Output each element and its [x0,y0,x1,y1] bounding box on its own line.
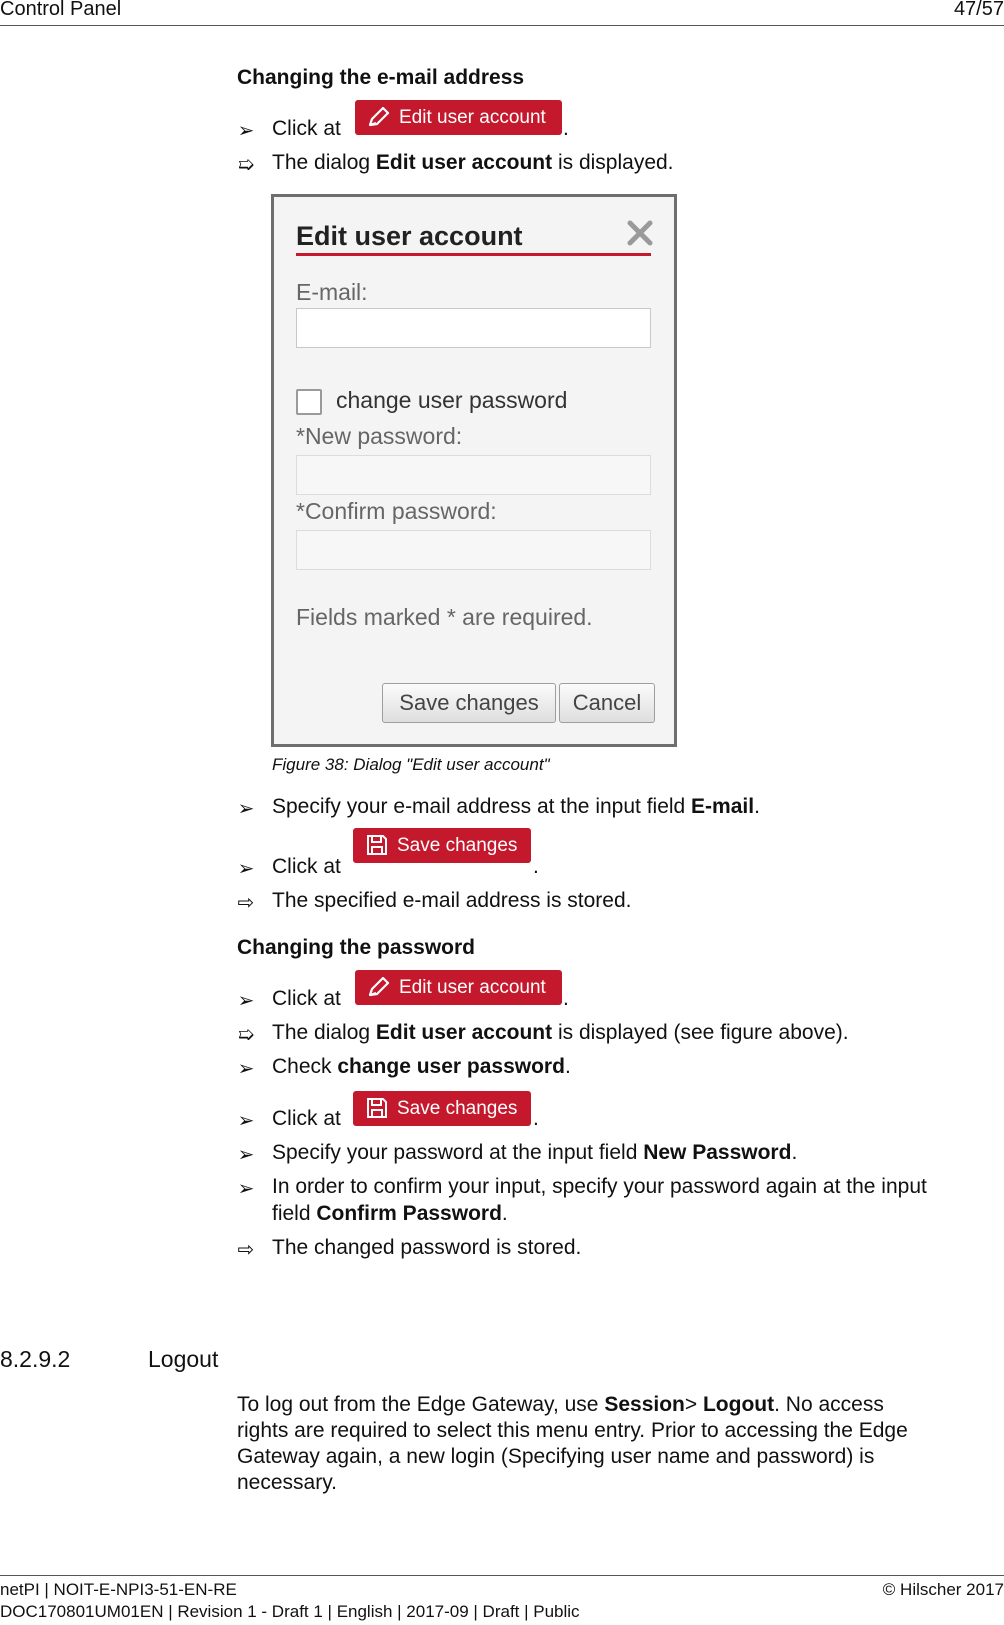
step-check-change-password: Check change user password. [272,1055,571,1078]
logout-paragraph-line3: Gateway again, a new login (Specifying user name and password) is [237,1445,875,1468]
email-input [296,308,651,348]
required-fields-note: Fields marked * are required. [296,604,593,630]
section-number: 8.2.9.2 [0,1346,71,1372]
dialog-cancel-button: Cancel [559,683,655,723]
change-password-label: change user password [336,387,568,413]
step-arrow-icon: ➢ [237,1144,255,1166]
result-arrow-icon: ➯ [237,154,255,176]
floppy-disk-icon [365,1097,389,1119]
edit-user-account-label: Edit user account [399,977,546,998]
edit-user-account-label: Edit user account [399,107,546,128]
step-confirm-password-line2: field Confirm Password. [272,1202,508,1225]
page-number: 47/57 [953,0,1004,20]
edit-user-account-button-image [355,100,562,135]
new-password-input [296,455,651,495]
step-period: . [563,117,569,140]
header-rule [0,25,1004,26]
save-changes-button-image [353,1091,531,1126]
dialog-title-underline [296,253,651,256]
heading-change-password: Changing the password [237,936,476,959]
result-arrow-icon: ⇨ [237,892,255,914]
step-specify-password: Specify your password at the input field New Password. [272,1141,798,1164]
heading-change-email: Changing the e-mail address [237,66,525,89]
confirm-password-label: *Confirm password: [296,498,497,524]
result-arrow-icon: ⇨ [237,1239,255,1261]
floppy-disk-icon [365,834,389,856]
step-arrow-icon: ➢ [237,120,255,142]
logout-paragraph-line1: To log out from the Edge Gateway, use Session> Logout. No access [237,1393,884,1416]
step-arrow-icon: ➢ [237,1058,255,1080]
close-icon [626,219,654,247]
step-arrow-icon: ➢ [237,1110,255,1132]
step-arrow-icon: ➢ [237,798,255,820]
edit-user-account-dialog-figure [271,194,677,747]
step-arrow-icon: ➢ [237,858,255,880]
save-changes-label: Save changes [397,1098,518,1119]
step-click-save-text: Click at [272,855,341,878]
logout-paragraph-line4: necessary. [237,1471,337,1494]
footer-product-info: netPI | NOIT-E-NPI3-51-EN-RE [0,1580,237,1599]
new-password-label: *New password: [296,423,463,449]
step-click-save-text: Click at [272,1107,341,1130]
step-specify-email: Specify your e-mail address at the input field E-mail. [272,795,760,818]
step-arrow-icon: ➢ [237,990,255,1012]
footer-copyright: © Hilscher 2017 [882,1580,1004,1599]
step-click-edit-text: Click at [272,117,341,140]
result-dialog-displayed: The dialog Edit user account is displayed. [272,151,674,174]
confirm-password-input [296,530,651,570]
save-changes-button-image [353,828,531,863]
result-arrow-icon: ➯ [237,1024,255,1046]
result-email-stored: The specified e-mail address is stored. [272,889,632,912]
email-label: E-mail: [296,279,368,305]
step-click-edit-text: Click at [272,987,341,1010]
section-title: Logout [148,1346,219,1372]
change-password-checkbox [296,389,322,415]
edit-user-account-button-image [355,970,562,1005]
running-header-title: Control Panel [0,0,122,20]
step-confirm-password-line1: In order to confirm your input, specify your password again at the input [272,1175,927,1198]
save-changes-label: Save changes [397,835,518,856]
step-period: . [533,1107,539,1130]
pencil-icon [367,976,391,998]
footer-rule [0,1575,1004,1576]
step-period: . [563,987,569,1010]
logout-paragraph-line2: rights are required to select this menu entry. Prior to accessing the Edge [237,1419,908,1442]
figure-caption: Figure 38: Dialog "Edit user account" [272,755,550,774]
dialog-save-changes-button: Save changes [382,683,556,723]
result-password-stored: The changed password is stored. [272,1236,582,1259]
result-dialog-displayed: The dialog Edit user account is displayed (see figure above). [272,1021,849,1044]
dialog-title: Edit user account [296,221,523,251]
footer-document-info: DOC170801UM01EN | Revision 1 - Draft 1 | English | 2017-09 | Draft | Public [0,1602,580,1621]
pencil-icon [367,106,391,128]
step-arrow-icon: ➢ [237,1178,255,1200]
step-period: . [533,855,539,878]
